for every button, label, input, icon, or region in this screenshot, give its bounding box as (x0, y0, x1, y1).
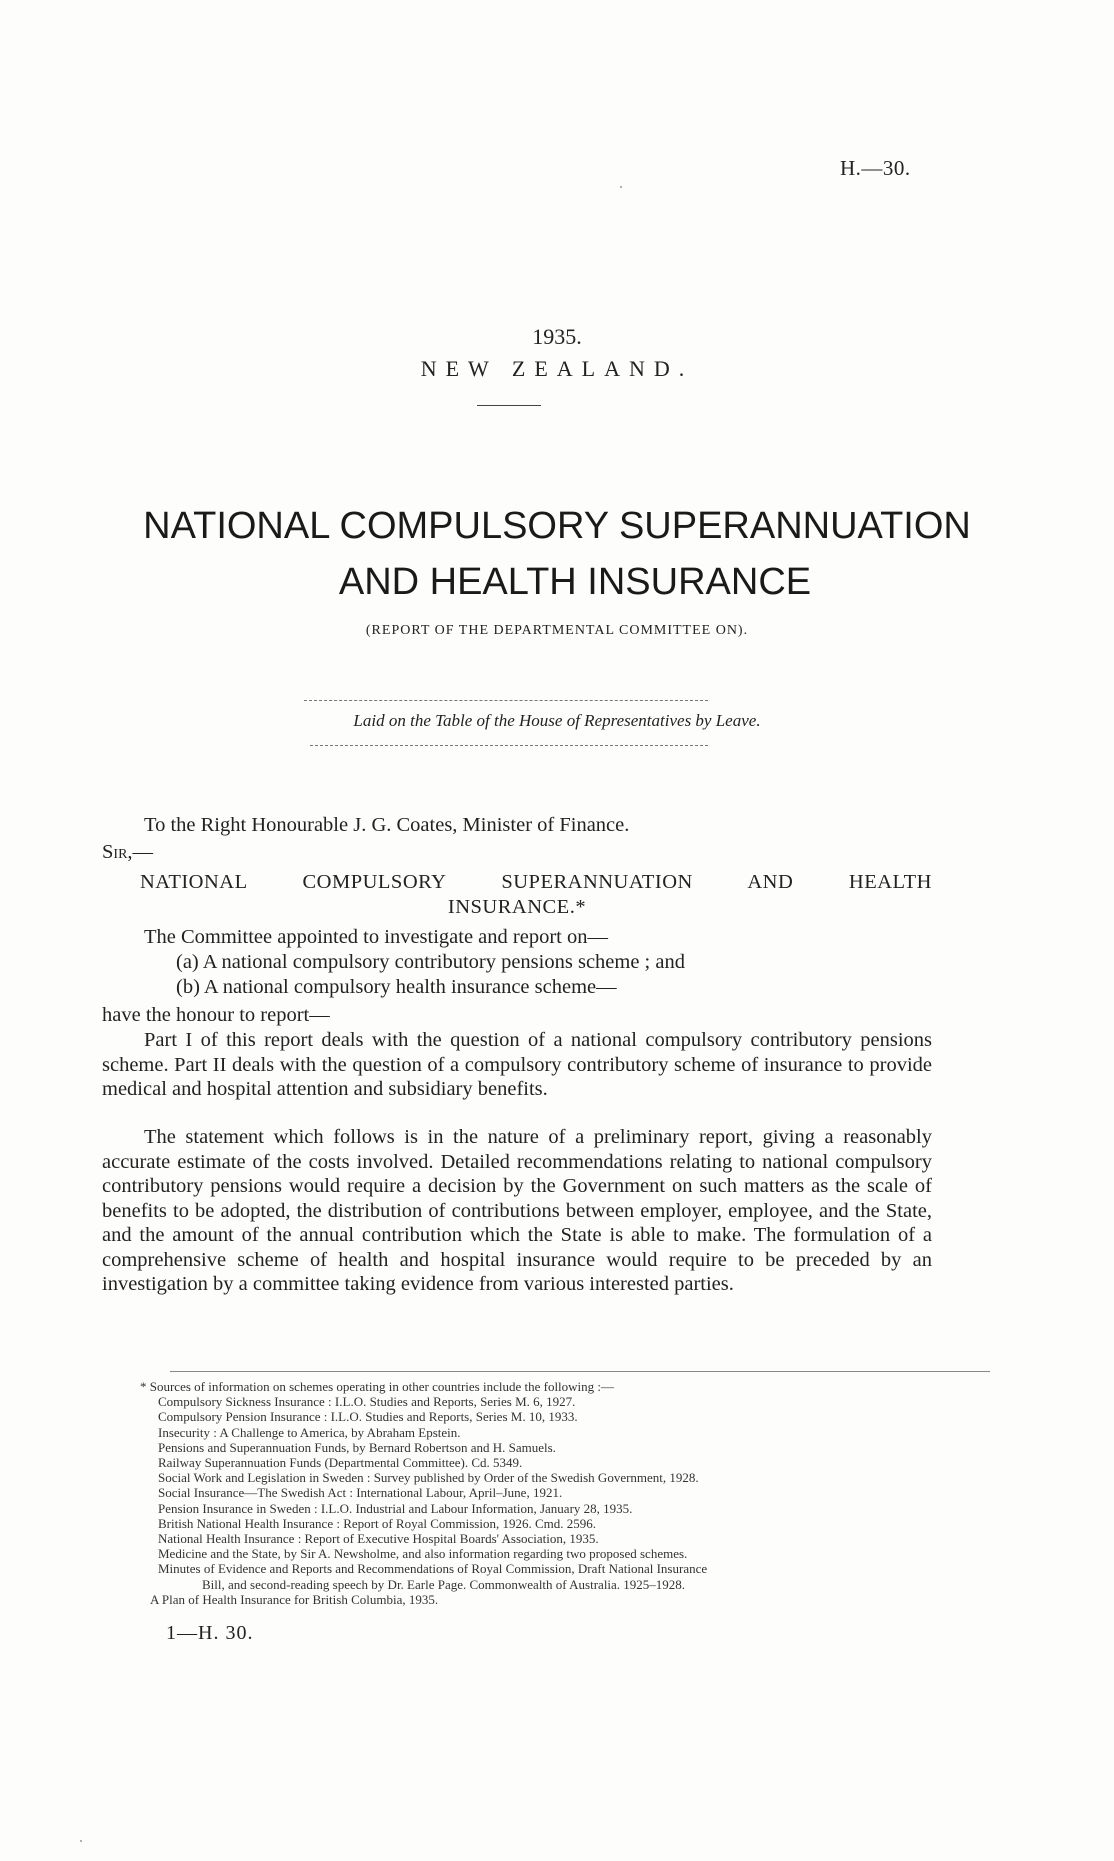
letter-heading-line-2: INSURANCE.* (447, 896, 587, 918)
lower-dashed-rule (310, 745, 708, 746)
list-item-b: (b) A national compulsory health insurance scheme— (176, 976, 617, 998)
letter-heading (102, 870, 932, 920)
laid-on-table-note: Laid on the Table of the House of Representatives by Leave. (353, 711, 761, 730)
footnote-item: Social Work and Legislation in Sweden : Survey published by Order of the Swedish Government, 1928. (158, 1470, 699, 1486)
addressee: To the Right Honourable J. G. Coates, Minister of Finance. (144, 814, 630, 836)
footnote-item: Railway Superannuation Funds (Departmental Committee). Cd. 5349. (158, 1455, 523, 1471)
footnote-item: Compulsory Sickness Insurance : I.L.O. Studies and Reports, Series M. 6, 1927. (158, 1394, 576, 1410)
footnote-item: Medicine and the State, by Sir A. Newsholme, and also information regarding two proposed schemes. (158, 1546, 688, 1562)
title-divider (477, 405, 541, 406)
country-heading: NEW ZEALAND. (420, 356, 694, 381)
honour-line: have the honour to report— (102, 1004, 330, 1026)
year: 1935. (532, 324, 582, 349)
salutation: Sir,— (102, 841, 154, 863)
footnote-item: Minutes of Evidence and Reports and Recommendations of Royal Commission, Draft National Insurance (158, 1561, 708, 1577)
document-subtitle: (REPORT OF THE DEPARTMENTAL COMMITTEE ON). (365, 623, 749, 638)
footnote-lead: * Sources of information on schemes operating in other countries include the following :— (140, 1379, 615, 1394)
page-reference: H.—30. (840, 156, 911, 180)
page-number: 1—H. 30. (166, 1622, 254, 1644)
footnote-item: Insecurity : A Challenge to America, by Abraham Epstein. (158, 1424, 461, 1440)
title-line-2: AND HEALTH INSURANCE (338, 561, 812, 603)
footnote-item: Pension Insurance in Sweden : I.L.O. Industrial and Labour Information, January 28, 1935. (158, 1500, 633, 1516)
footnote-item: Compulsory Pension Insurance : I.L.O. Studies and Reports, Series M. 10, 1933. (158, 1409, 578, 1425)
title-line-1: NATIONAL COMPULSORY SUPERANNUATION (143, 505, 971, 547)
footnote-item: National Health Insurance : Report of Executive Hospital Boards' Association, 1935. (158, 1531, 599, 1547)
document-title (0, 498, 1114, 610)
upper-dashed-rule (304, 700, 708, 701)
footnote-item-last: A Plan of Health Insurance for British Columbia, 1935. (150, 1591, 439, 1607)
paper-speck (80, 1840, 82, 1842)
footnote-item: Pensions and Superannuation Funds, by Bernard Robertson and H. Samuels. (158, 1439, 556, 1455)
footnote-continuation: Bill, and second-reading speech by Dr. Earle Page. Commonwealth of Australia. 1925–1928. (202, 1576, 686, 1592)
footnotes (140, 1379, 940, 1607)
paragraph-preliminary-report: The statement which follows is in the nature of a preliminary report, giving a reasonably accurate estimate of the costs involved. Detailed recommendations relating to national compulsory contributory pensions would require a decision by the Government on such matters as the scale of benefits to be adopted, the distribution of contributions between employer, employee, and the State, and the amount of the annual contribution which the State is able to make. The formulation of a comprehensive scheme of health and hospital insurance would require to be preceded by an investigation by a committee taking evidence from various interested parties. (102, 1126, 932, 1295)
intro-paragraph: The Committee appointed to investigate and report on— (144, 926, 608, 948)
paragraph-part-one: Part I of this report deals with the question of a national compulsory contributory pensions scheme. Part II deals with the question of a compulsory contributory scheme of insurance to provide medical and hospital attention and subsidiary benefits. (102, 1029, 932, 1100)
list-item-a: (a) A national compulsory contributory pensions scheme ; and (176, 951, 685, 973)
footnote-item: British National Health Insurance : Report of Royal Commission, 1926. Cmd. 2596. (158, 1515, 596, 1531)
footnote-item: Social Insurance—The Swedish Act : International Labour, April–June, 1921. (158, 1485, 563, 1501)
letter-heading-line-1: NATIONAL COMPULSORY SUPERANNUATION AND HEALTH (140, 871, 932, 893)
paper-speck (620, 186, 622, 188)
footnote-divider (170, 1371, 990, 1372)
